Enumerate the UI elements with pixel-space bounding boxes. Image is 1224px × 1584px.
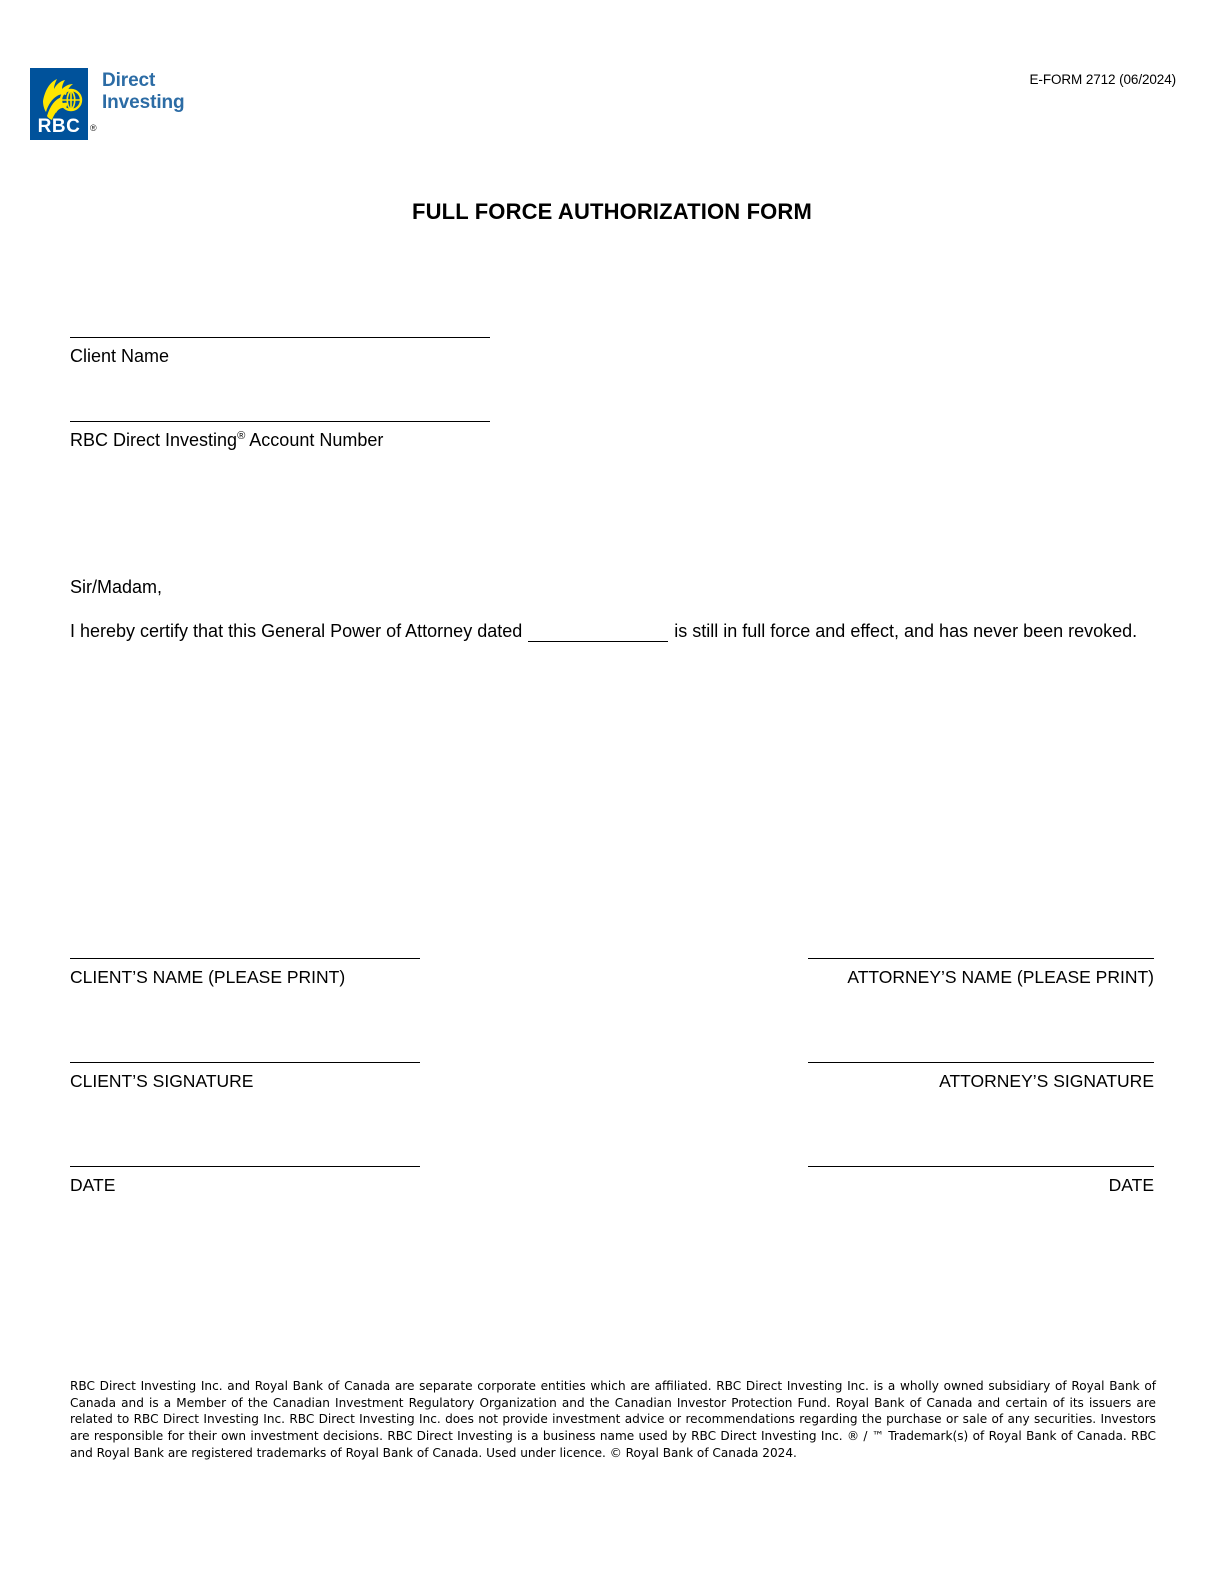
rbc-shield-logo-icon: [30, 68, 97, 140]
client-name-print-label: CLIENT’S NAME (PLEASE PRINT): [70, 967, 346, 987]
client-name-label: Client Name: [70, 346, 170, 366]
attorney-signature-field[interactable]: [808, 1062, 1154, 1092]
account-number-label-pre: RBC Direct Investing: [70, 430, 238, 450]
certification-paragraph: [70, 618, 1156, 644]
attorney-date-field[interactable]: [808, 1166, 1154, 1196]
wordmark-line-1: Direct: [102, 70, 156, 91]
certification-text-after-blank: is still in full force and effect, and has never been revoked.: [674, 621, 1138, 641]
salutation-text: Sir/Madam,: [70, 577, 163, 597]
client-date-label: DATE: [70, 1175, 116, 1195]
client-date-field[interactable]: [70, 1166, 420, 1196]
client-name-print-field[interactable]: [70, 958, 420, 988]
attorney-name-print-field[interactable]: [808, 958, 1154, 988]
power-of-attorney-date-input[interactable]: [528, 623, 668, 642]
attorney-name-print-label: ATTORNEY’S NAME (PLEASE PRINT): [847, 967, 1154, 987]
client-name-field[interactable]: [70, 337, 490, 368]
attorney-date-label: DATE: [1108, 1175, 1154, 1195]
account-number-field[interactable]: [70, 421, 490, 452]
attorney-signature-label: ATTORNEY’S SIGNATURE: [939, 1071, 1154, 1091]
wordmark-line-2: Investing: [102, 92, 185, 114]
account-number-label: [70, 422, 490, 452]
page-title: FULL FORCE AUTHORIZATION FORM: [412, 199, 812, 224]
certification-text-before-blank: I hereby certify that this General Power of Attorney dated: [70, 621, 523, 641]
direct-investing-wordmark: [102, 68, 185, 115]
legal-disclaimer: RBC Direct Investing Inc. and Royal Bank of Canada are separate corporate entities which are affiliated. RBC Direct Investing Inc. is a wholly owned subsidiary of Royal Bank of Canada and is a Member of the Canadian Investment Regulatory Organization and the Canadian Investor Protection Fund. Royal Bank of Canada and certain of its issuers are related to RBC Direct Investing Inc. RBC Direct Investing Inc. does not provide investment advice or recommendations regarding the purchase or sale of any securities. Investors are responsible for their own investment decisions. RBC Direct Investing is a business name used by RBC Direct Investing Inc. ® / ™ Trademark(s) of Royal Bank of Canada. RBC and Royal Bank are registered trademarks of Royal Bank of Canada. Used under licence. © Royal Bank of Canada 2024.: [70, 1379, 1156, 1460]
client-signature-label: CLIENT’S SIGNATURE: [70, 1071, 254, 1091]
account-number-label-post: Account Number: [245, 430, 384, 450]
registered-mark-superscript: ®: [237, 430, 246, 442]
eform-number: E-FORM 2712 (06/2024): [1029, 72, 1176, 87]
svg-text:RBC: RBC: [37, 116, 81, 137]
logo-registered-mark: ®: [90, 123, 97, 133]
rbc-direct-investing-logo: [30, 68, 185, 140]
client-signature-field[interactable]: [70, 1062, 420, 1092]
